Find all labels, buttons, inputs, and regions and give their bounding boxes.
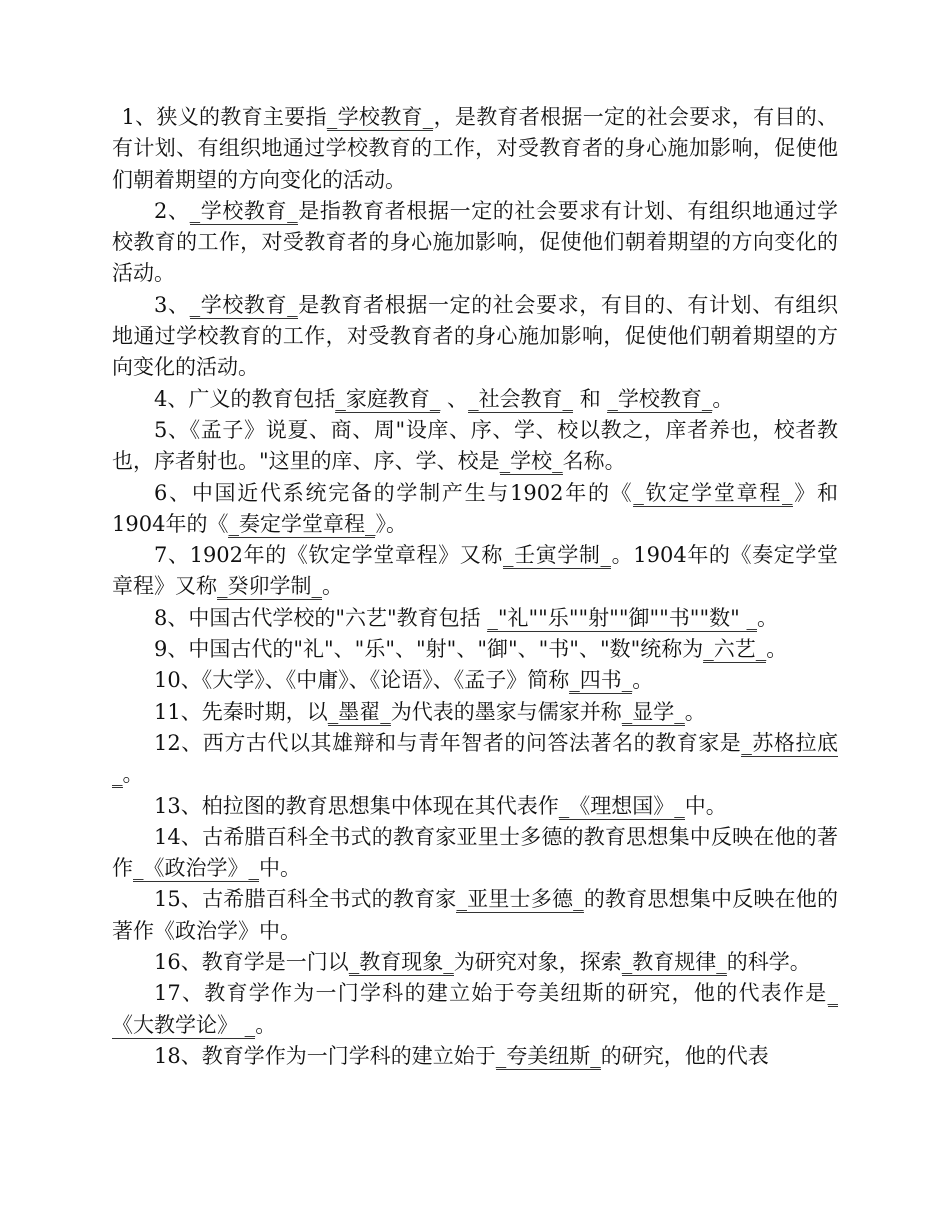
question-text: 14、古希腊百科全书式的教育家亚里士多德的教育思想集中反映在他的著作 [112, 824, 838, 881]
answer-blank: _家庭教育_ [335, 386, 441, 411]
answer-blank: _学校教育_ [189, 198, 298, 223]
question-text: 中。 [259, 856, 301, 881]
question-text: 15、古希腊百科全书式的教育家 [154, 887, 457, 912]
question-text: 12、西方古代以其雄辩和与青年智者的问答法著名的教育家是 [154, 730, 742, 755]
question-text: 。 [766, 637, 788, 662]
question-text: 6、中国近代系统完备的学制产生与1902年的《 [154, 480, 634, 505]
question-item [112, 728, 838, 791]
answer-blank: _社会教育_ [468, 386, 574, 411]
question-text: 1、狭义的教育主要指 [121, 105, 327, 129]
question-text: 13、柏拉图的教育思想集中体现在其代表作 [154, 793, 559, 818]
question-text: 。 [684, 699, 706, 724]
question-item [112, 665, 838, 696]
question-text: 。 [756, 605, 778, 630]
question-text: 名称。 [562, 449, 626, 474]
question-item [112, 415, 838, 478]
answer-blank: _《理想国》_ [558, 793, 685, 818]
question-text: 4、广义的教育包括 [154, 386, 336, 411]
question-text: 的教育思想集中反映在他的著作《政治学》中。 [112, 887, 839, 943]
question-text: 11、先秦时期，以 [154, 699, 328, 724]
document-body [112, 102, 838, 1072]
question-text: 7、1902年的《钦定学堂章程》又称 [154, 543, 503, 568]
question-text: 9、中国古代的"礼"、"乐"、"射"、"御"、"书"、"数"统称为 [154, 637, 704, 662]
question-text: 。 [712, 386, 734, 411]
answer-blank: _学校教育_ [326, 105, 434, 129]
question-text: 中。 [684, 793, 727, 818]
answer-blank: _夸美纽斯_ [495, 1043, 601, 1068]
question-text: ，是教育者根据一定的社会要求，有目的、有计划、有组织地通过学校教育的工作，对受教育者的身心施加影响，促使他们朝着期望的方向变化的活动。 [112, 105, 838, 192]
question-text: 。 [632, 668, 654, 693]
answer-blank: _六艺_ [703, 637, 767, 662]
question-text: 8、中国古代学校的"六艺"教育包括 [154, 605, 488, 630]
answer-blank: _学校教育_ [189, 292, 298, 317]
question-text: 》。 [375, 511, 407, 536]
answer-blank: _钦定学堂章程_ [633, 480, 793, 505]
answer-blank: _癸卯学制_ [217, 574, 322, 599]
question-text: 为代表的墨家与儒家并称 [390, 699, 622, 724]
answer-blank: _《大教学论》 _ [112, 981, 838, 1037]
question-text: 是指教育者根据一定的社会要求有计划、有组织地通过学校教育的工作，对受教育者的身心施加影响，促使他们朝着期望的方向变化的活动。 [112, 198, 839, 286]
question-item [112, 791, 838, 822]
question-item [112, 102, 838, 196]
answer-blank: _学校_ [499, 449, 563, 474]
answer-blank: _"礼""乐""射""御""书""数" _ [487, 605, 757, 630]
question-text: 5、《孟子》说夏、商、周"设庠、序、学、校以教之，庠者养也，校者教也，序者射也。"这里的庠、序、学、校是 [112, 417, 838, 474]
question-text: 的科学。 [726, 950, 811, 975]
question-text: 17、教育学作为一门学科的建立始于夸美纽斯的研究，他的代表作是 [154, 981, 828, 1006]
question-item [112, 978, 838, 1041]
question-item [112, 603, 838, 634]
answer-blank: _苏格拉底_ [112, 730, 838, 787]
answer-blank: _壬寅学制_ [502, 543, 612, 568]
question-item [112, 822, 838, 885]
question-text: 。 [122, 762, 144, 787]
question-text: 。1904年的《奏定学堂章程》又称 [112, 543, 838, 599]
question-text: 》和1904年的《 [112, 480, 839, 536]
question-item [112, 478, 838, 541]
question-text: 是教育者根据一定的社会要求，有目的、有计划、有组织地通过学校教育的工作，对受教育者的身心施加影响，促使他们朝着期望的方向变化的活动。 [112, 292, 839, 380]
question-text: 、 [440, 386, 469, 411]
question-item [112, 196, 838, 290]
question-text: 10、《大学》、《中庸》、《论语》、《孟子》简称 [154, 668, 570, 693]
question-text: 的研究，他的代表 [600, 1043, 769, 1068]
question-item [112, 540, 838, 603]
answer-blank: _显学_ [621, 699, 685, 724]
question-item [112, 290, 838, 384]
question-text: 18、教育学作为一门学科的建立始于 [154, 1043, 496, 1068]
question-text: 为研究对象，探索 [453, 950, 622, 975]
question-item [112, 384, 838, 415]
question-text: 。 [255, 1012, 277, 1037]
answer-blank: _四书_ [569, 668, 633, 693]
question-item [112, 947, 838, 978]
answer-blank: _教育规律_ [621, 950, 727, 975]
answer-blank: _奏定学堂章程_ [228, 511, 376, 536]
answer-blank: _学校教育_ [607, 386, 713, 411]
answer-blank: _亚里士多德_ [456, 887, 584, 912]
question-text: 。 [322, 574, 343, 599]
question-text: 3、 [154, 292, 190, 317]
question-text: 2、 [154, 198, 190, 223]
question-item [112, 697, 838, 728]
question-item [112, 634, 838, 665]
answer-blank: _《政治学》_ [133, 856, 259, 881]
question-text: 和 [573, 386, 608, 411]
question-item [112, 884, 838, 947]
answer-blank: _教育现象_ [348, 950, 454, 975]
question-item [112, 1041, 838, 1072]
answer-blank: _墨翟_ [327, 699, 391, 724]
question-text: 16、教育学是一门以 [154, 950, 349, 975]
